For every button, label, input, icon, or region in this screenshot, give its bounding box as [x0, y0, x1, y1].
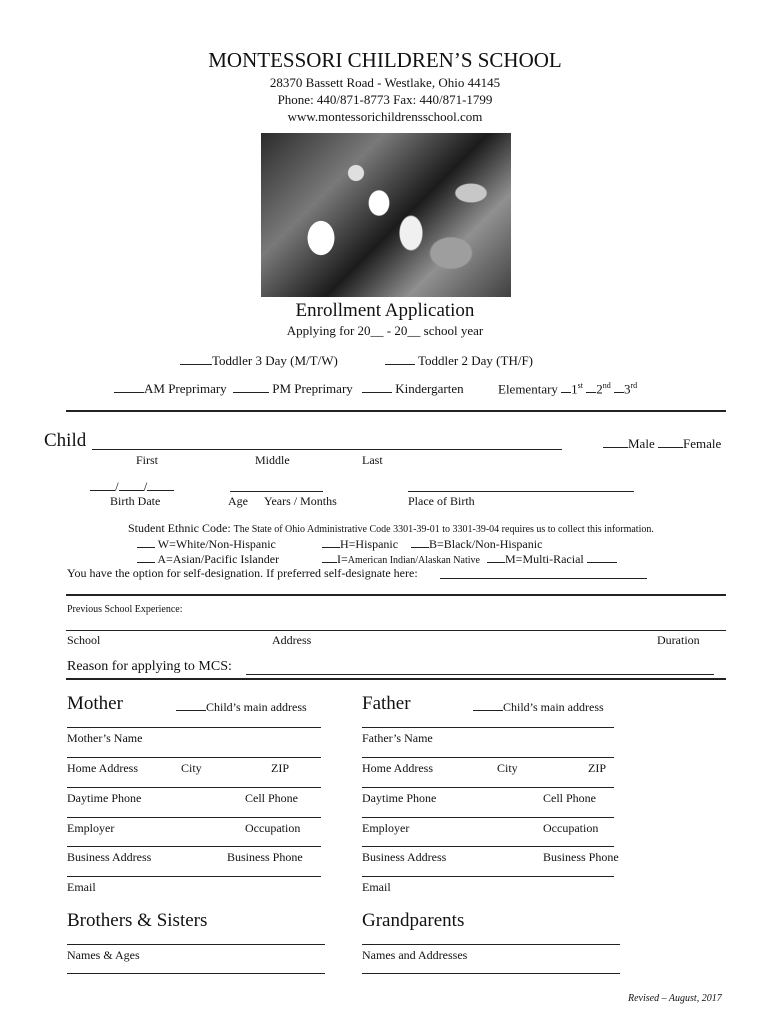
middle-name-label: Middle: [255, 453, 290, 467]
previous-school-field[interactable]: [66, 630, 726, 631]
toddler-2day-option[interactable]: Toddler 2 Day (TH/F): [385, 353, 533, 369]
ethnic-native-option[interactable]: I=American Indian/Alaskan Native: [322, 551, 480, 567]
elementary-option[interactable]: Elementary 1st 2nd 3rd: [498, 381, 638, 397]
mother-daytime-phone-label: Daytime Phone: [67, 791, 142, 805]
mother-business-address-label: Business Address: [67, 850, 152, 864]
mother-cell-phone-label: Cell Phone: [245, 791, 298, 805]
school-name: MONTESSORI CHILDREN’S SCHOOL: [208, 48, 562, 72]
last-name-label: Last: [362, 453, 383, 467]
mother-name-field[interactable]: [67, 727, 321, 728]
father-phone-field[interactable]: [362, 787, 614, 788]
address-label: Address: [272, 633, 312, 647]
mother-home-address-label: Home Address: [67, 761, 138, 775]
mother-home-address-field[interactable]: [67, 757, 321, 758]
place-of-birth-field[interactable]: [408, 491, 634, 492]
reason-field[interactable]: [246, 674, 714, 675]
father-employer-label: Employer: [362, 821, 410, 835]
pm-preprimary-option[interactable]: PM Preprimary: [233, 381, 353, 397]
ethnic-code-line: Student Ethnic Code: The State of Ohio Administrative Code 3301-39-01 to 3301-39-04 requires us to collect this information.: [128, 521, 654, 535]
siblings-heading: Brothers & Sisters: [67, 910, 208, 931]
father-home-address-field[interactable]: [362, 757, 614, 758]
mother-email-field[interactable]: [67, 876, 321, 877]
ethnic-hispanic-option[interactable]: H=Hispanic: [322, 536, 398, 552]
am-preprimary-option[interactable]: AM Preprimary: [114, 381, 227, 397]
section-divider: [66, 594, 726, 596]
classroom-photo: [261, 133, 511, 297]
grandparents-names-addresses-label: Names and Addresses: [362, 948, 468, 962]
child-label: Child: [44, 430, 87, 451]
father-city-label: City: [497, 761, 518, 775]
school-year-line[interactable]: Applying for 20__ - 20__ school year: [286, 323, 484, 338]
toddler-3day-option[interactable]: Toddler 3 Day (M/T/W): [180, 353, 338, 369]
revised-date: Revised – August, 2017: [628, 993, 722, 1004]
mother-email-label: Email: [67, 880, 96, 894]
father-cell-phone-label: Cell Phone: [543, 791, 596, 805]
previous-school-label: Previous School Experience:: [67, 604, 183, 615]
male-option[interactable]: Male Female: [603, 436, 721, 452]
father-main-address-option[interactable]: Child’s main address: [473, 699, 604, 715]
school-phone-fax: Phone: 440/871-8773 Fax: 440/871-1799: [277, 92, 493, 107]
mother-city-label: City: [181, 761, 202, 775]
years-months-label: Years / Months: [264, 494, 337, 508]
mother-employer-field[interactable]: [67, 817, 321, 818]
ethnic-black-option[interactable]: B=Black/Non-Hispanic: [411, 536, 542, 552]
age-label: Age: [228, 494, 248, 508]
mother-phone-field[interactable]: [67, 787, 321, 788]
father-employer-field[interactable]: [362, 817, 614, 818]
section-divider: [66, 678, 726, 680]
place-of-birth-label: Place of Birth: [408, 494, 475, 508]
reason-label: Reason for applying to MCS:: [67, 659, 232, 674]
birth-date-field[interactable]: / /: [90, 479, 174, 495]
duration-label: Duration: [657, 633, 700, 647]
ethnic-multi-option[interactable]: M=Multi-Racial: [487, 551, 617, 567]
school-label: School: [67, 633, 101, 647]
grandparents-field-2[interactable]: [362, 973, 620, 974]
school-address: 28370 Bassett Road - Westlake, Ohio 44145: [269, 75, 501, 90]
form-title: Enrollment Application: [295, 300, 475, 321]
father-business-field[interactable]: [362, 846, 614, 847]
father-occupation-label: Occupation: [543, 821, 599, 835]
self-designation-field[interactable]: [440, 578, 647, 579]
father-email-field[interactable]: [362, 876, 614, 877]
siblings-names-ages-label: Names & Ages: [67, 948, 140, 962]
child-name-field[interactable]: [92, 449, 562, 450]
grandparents-heading: Grandparents: [362, 910, 465, 931]
father-name-field[interactable]: [362, 727, 614, 728]
father-heading: Father: [362, 693, 411, 714]
first-name-label: First: [136, 453, 159, 467]
self-designation-label: You have the option for self-designation. If preferred self-designate here:: [67, 566, 418, 580]
father-home-address-label: Home Address: [362, 761, 433, 775]
mother-occupation-label: Occupation: [245, 821, 301, 835]
birth-date-label: Birth Date: [110, 494, 161, 508]
mother-main-address-option[interactable]: Child’s main address: [176, 699, 307, 715]
siblings-field-2[interactable]: [67, 973, 325, 974]
section-divider: [66, 410, 726, 412]
mother-zip-label: ZIP: [271, 761, 289, 775]
father-business-phone-label: Business Phone: [543, 850, 619, 864]
mother-employer-label: Employer: [67, 821, 115, 835]
father-zip-label: ZIP: [588, 761, 606, 775]
mother-business-field[interactable]: [67, 846, 321, 847]
mother-business-phone-label: Business Phone: [227, 850, 303, 864]
mother-name-label: Mother’s Name: [67, 731, 143, 745]
mother-heading: Mother: [67, 693, 123, 714]
father-business-address-label: Business Address: [362, 850, 447, 864]
siblings-field[interactable]: [67, 944, 325, 945]
ethnic-asian-option[interactable]: A=Asian/Pacific Islander: [137, 551, 279, 567]
ethnic-white-option[interactable]: W=White/Non-Hispanic: [137, 536, 276, 552]
kindergarten-option[interactable]: Kindergarten: [362, 381, 464, 397]
father-name-label: Father’s Name: [362, 731, 433, 745]
age-field[interactable]: [230, 491, 323, 492]
school-website[interactable]: www.montessorichildrensschool.com: [287, 109, 483, 124]
grandparents-field[interactable]: [362, 944, 620, 945]
father-email-label: Email: [362, 880, 391, 894]
father-daytime-phone-label: Daytime Phone: [362, 791, 437, 805]
